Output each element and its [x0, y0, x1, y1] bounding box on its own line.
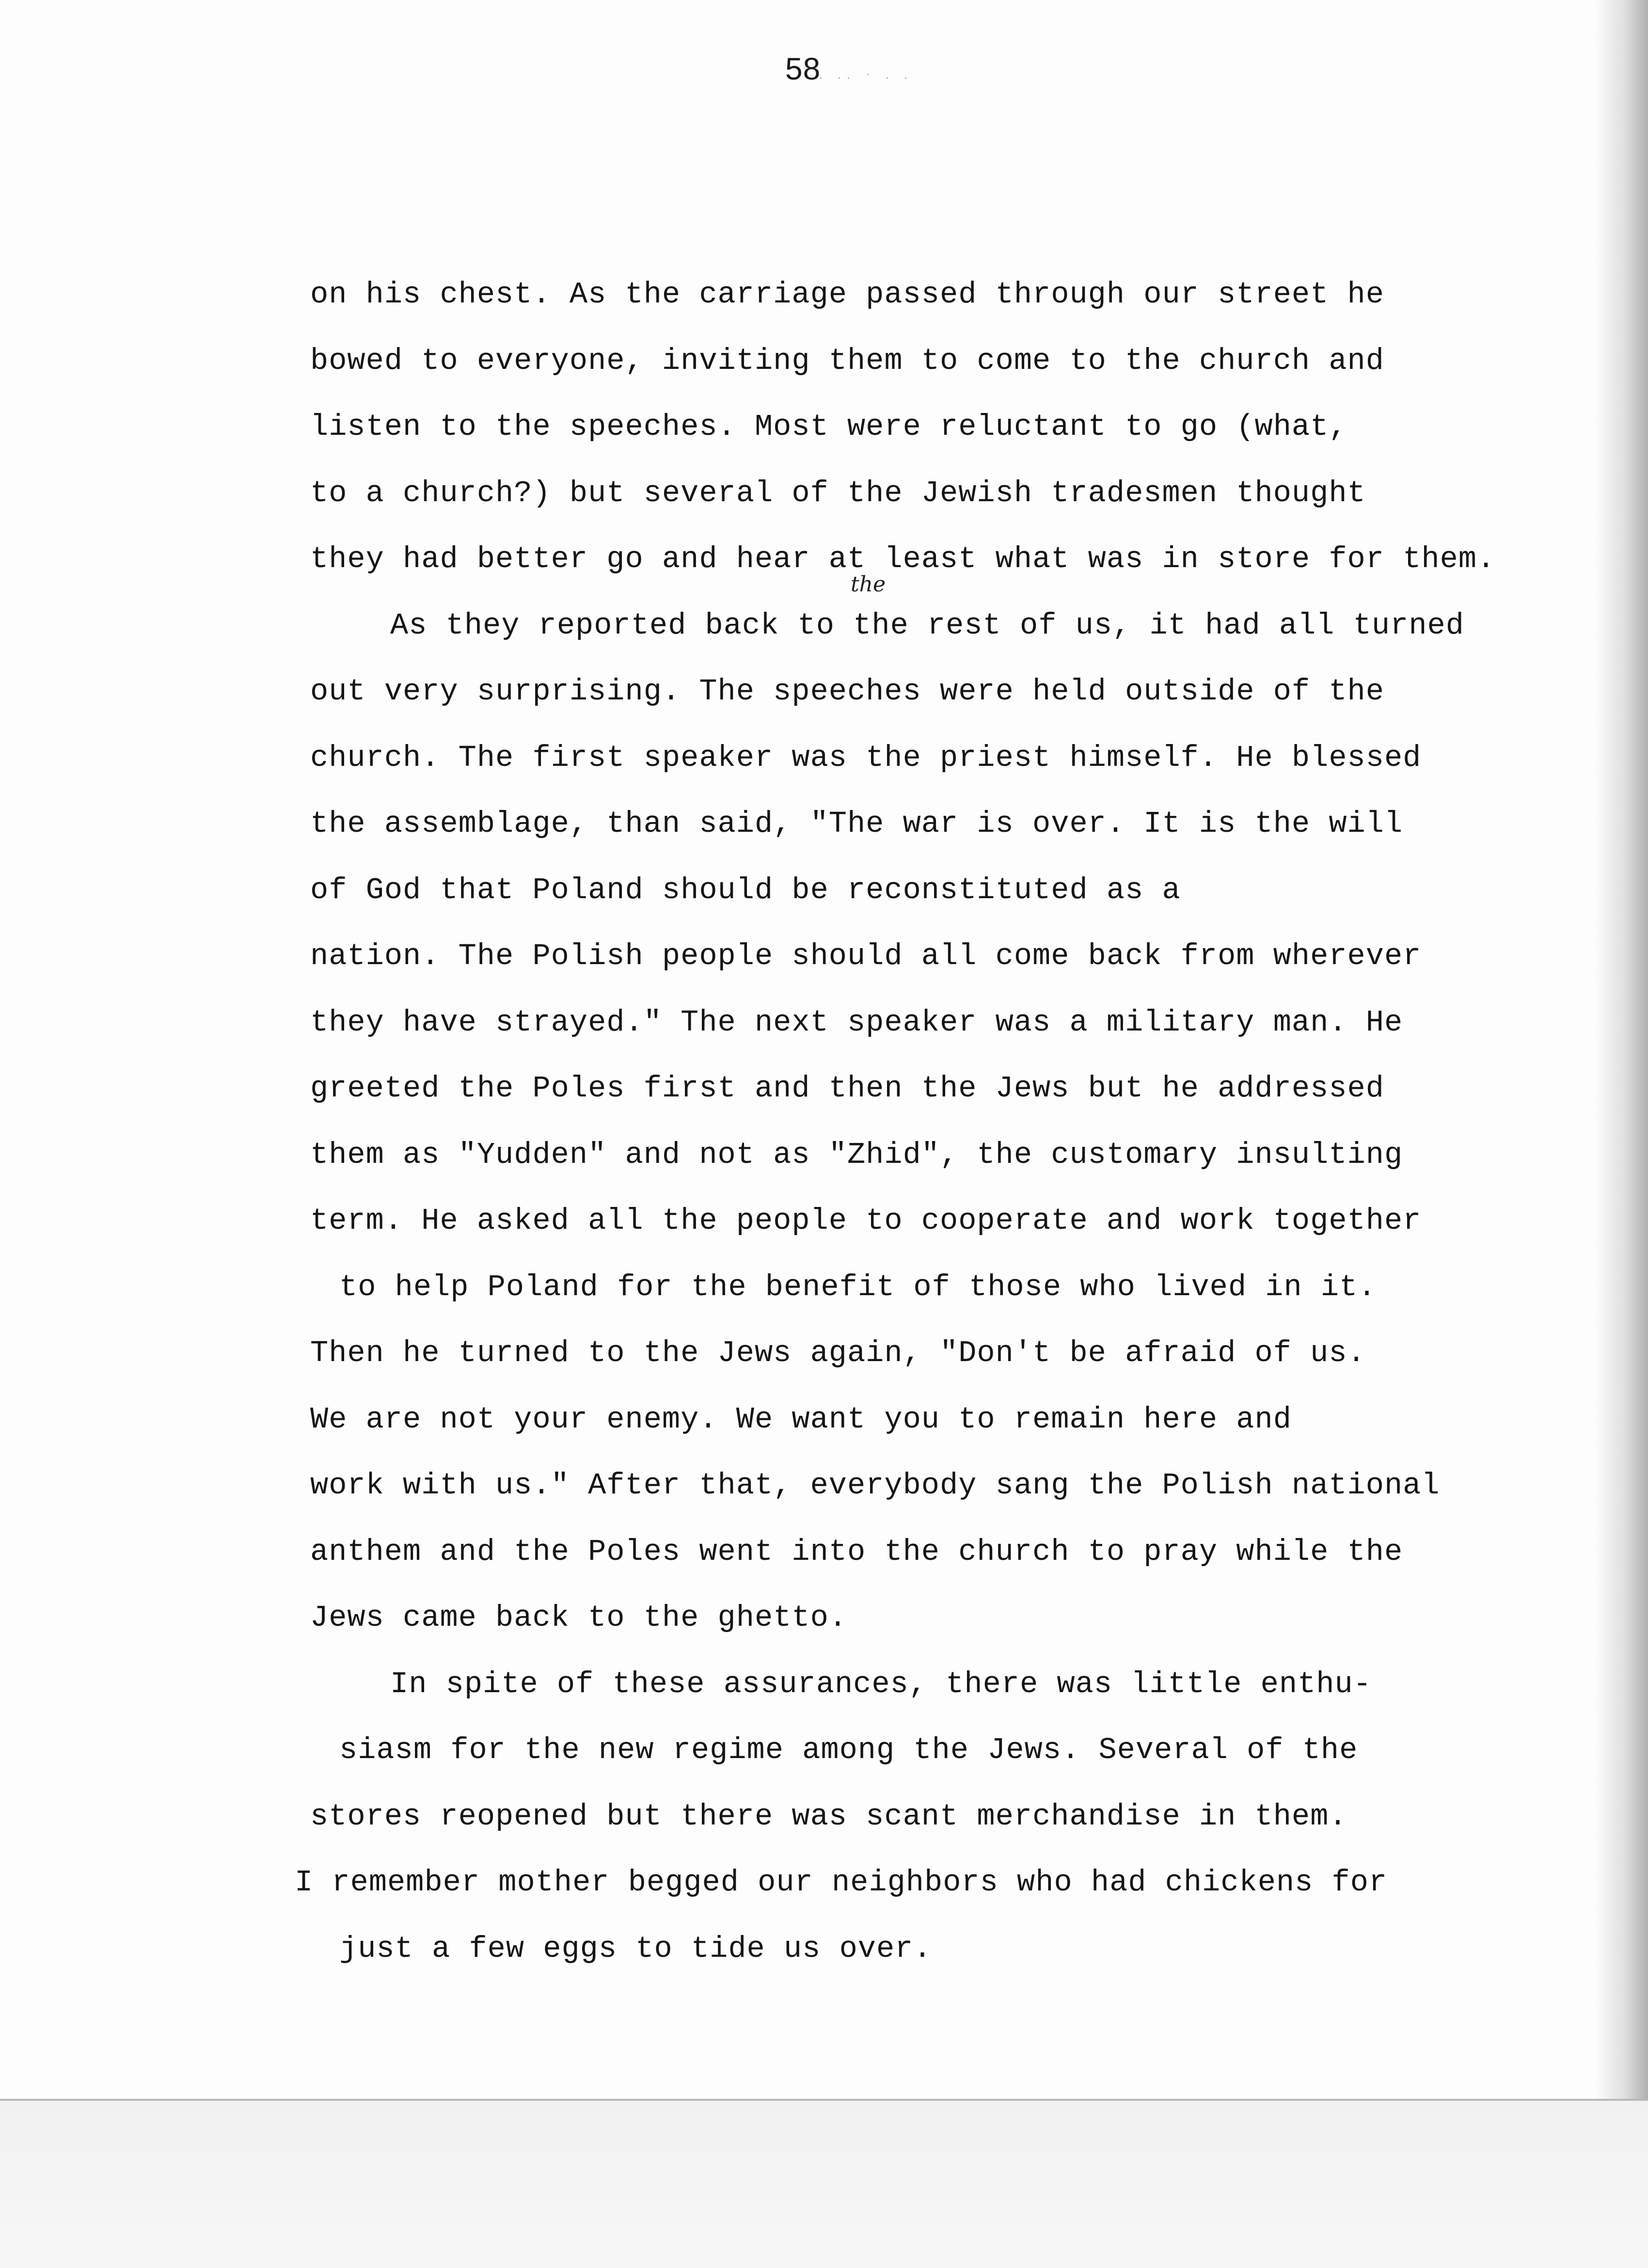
- text-line: the assemblage, than said, "The war is over. It is the will: [310, 807, 1403, 841]
- text-line: out very surprising. The speeches were held outside of the: [310, 674, 1384, 709]
- text-line: stores reopened but there was scant merchandise in them.: [310, 1799, 1347, 1834]
- text-line: just a few eggs to tide us over.: [339, 1931, 932, 1966]
- sheet-bottom-edge: [0, 2099, 1648, 2268]
- text-line: work with us." After that, everybody sang the Polish national: [310, 1468, 1440, 1503]
- handwritten-insert: the: [851, 572, 886, 597]
- text-line: I remember mother begged our neighbors who had chickens for: [295, 1865, 1388, 1900]
- text-line: them as "Yudden" and not as "Zhid", the customary insulting: [310, 1137, 1403, 1172]
- text-line: on his chest. As the carriage passed through our street he: [310, 277, 1384, 312]
- text-line: they have strayed." The next speaker was a military man. He: [310, 1005, 1403, 1040]
- text-line: Jews came back to the ghetto.: [310, 1601, 847, 1635]
- text-line: to a church?) but several of the Jewish tradesmen thought: [310, 476, 1366, 510]
- text-line: Then he turned to the Jews again, "Don't be afraid of us.: [310, 1336, 1366, 1370]
- text-line: anthem and the Poles went into the church to pray while the: [310, 1534, 1403, 1569]
- text-line: term. He asked all the people to cooperate and work together: [310, 1204, 1422, 1238]
- text-line: to help Poland for the benefit of those who lived in it.: [339, 1269, 1377, 1304]
- text-line: greeted the Poles first and then the Jews but he addressed: [310, 1071, 1384, 1106]
- paragraph-start-line: In spite of these assurances, there was little enthu-: [390, 1666, 1372, 1701]
- text-line: listen to the speeches. Most were reluctant to go (what,: [310, 410, 1347, 444]
- page-edge-shadow: [1595, 0, 1648, 2099]
- text-line: they had better go and hear at least what was in store for them.: [310, 542, 1496, 576]
- page-number: 58: [785, 51, 821, 86]
- text-line: nation. The Polish people should all come back from wherever: [310, 939, 1422, 973]
- text-line: We are not your enemy. We want you to remain here and: [310, 1402, 1292, 1437]
- text-line: bowed to everyone, inviting them to come to the church and: [310, 343, 1384, 378]
- text-line: siasm for the new regime among the Jews. Several of the: [339, 1733, 1358, 1767]
- scan-speckles: · ·· ˙ · ·: [819, 73, 913, 85]
- text-line: church. The first speaker was the priest himself. He blessed: [310, 740, 1422, 775]
- text-line: of God that Poland should be reconstituted as a: [310, 872, 1181, 907]
- paragraph-start-line: As they reported back to the rest of us, it had all turned: [390, 608, 1464, 643]
- typed-body-text: [295, 262, 1590, 1982]
